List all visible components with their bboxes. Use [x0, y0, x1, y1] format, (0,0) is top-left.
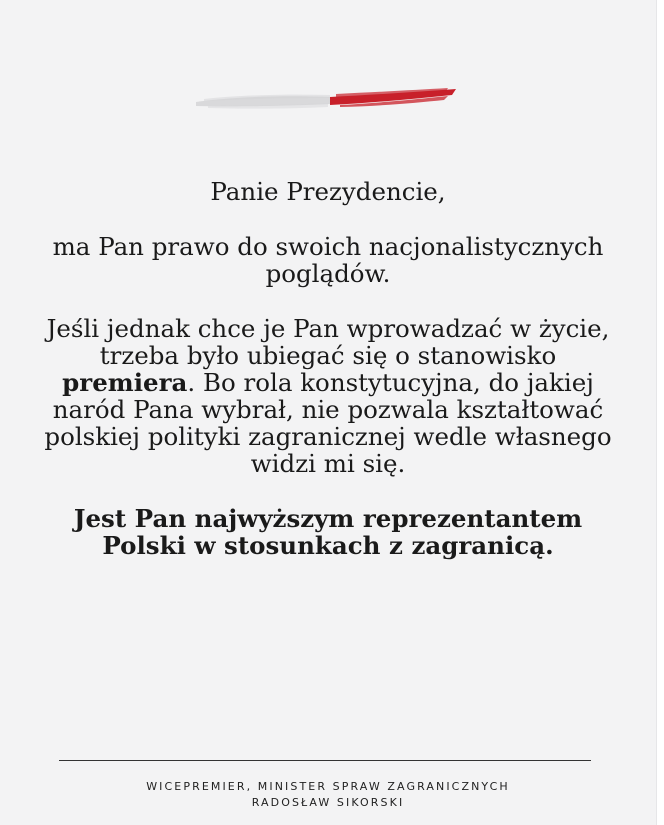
signature-name: RADOSŁAW SIKORSKI [251, 796, 405, 809]
letter-paragraph-3: Jest Pan najwyższym reprezentantem Polski w stosunkach z zagranicą. [73, 504, 583, 560]
flag-red-stroke [330, 88, 456, 107]
polish-flag-brushstroke-icon [190, 84, 460, 114]
paragraph-2-text-start: Jeśli jednak chce je Pan wprowadzać w życie, trzeba było ubiegać się o stanowisko [46, 314, 610, 370]
signature-title: WICEPREMIER, MINISTER SPRAW ZAGRANICZNYCH [146, 780, 510, 793]
letter-paragraph-1: ma Pan prawo do swoich nacjonalistycznych poglądów. [52, 232, 604, 288]
letter-body [40, 178, 616, 559]
signature-divider [59, 760, 591, 761]
letter-paragraph-2 [40, 315, 616, 477]
signature-block [40, 779, 616, 811]
paragraph-2-bold-word: premiera [62, 368, 188, 397]
flag-white-stroke [196, 95, 332, 109]
paragraph-2-text-end: . Bo rola konstytucyjna, do jakiej naród Pana wybrał, nie pozwala kształtować polskiej polityki zagranicznej wedle własnego widzi mi się. [44, 368, 612, 478]
letter-greeting: Panie Prezydencie, [210, 177, 446, 206]
